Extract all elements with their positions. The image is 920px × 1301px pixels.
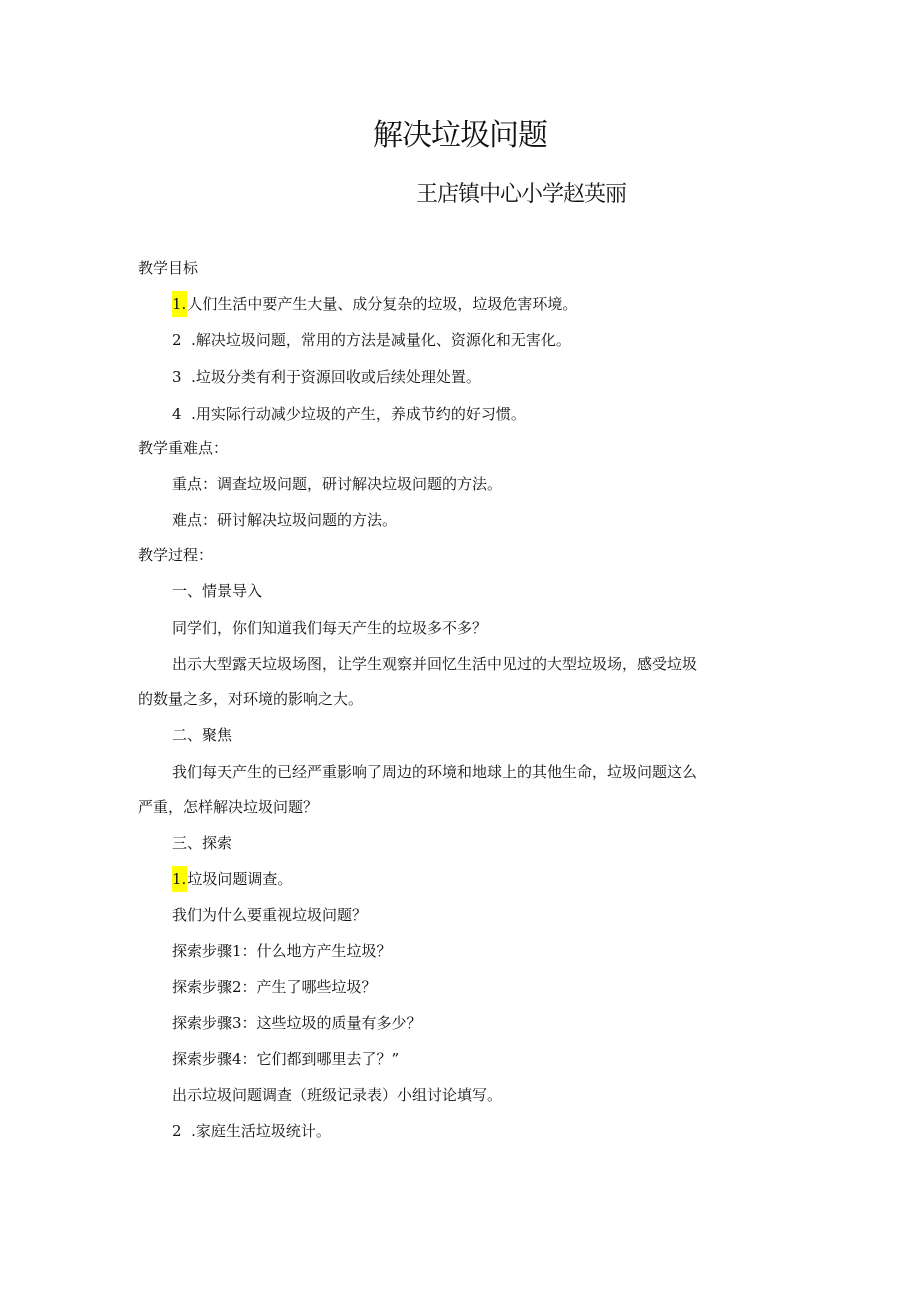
highlighted-number: 1. [172,291,187,317]
section2-paragraph-line-2: 严重，怎样解决垃圾问题？ [138,798,319,816]
document-title: 解决垃圾问题 [373,118,547,153]
explore-step-2: 探索步骤2：产生了哪些垃圾？ [172,978,377,996]
process-heading: 教学过程： [138,546,214,564]
section3-item-1-text: 垃圾问题调查。 [187,870,293,888]
objective-number: 4 [172,405,182,423]
explore-step-1: 探索步骤1：什么地方产生垃圾？ [172,942,392,960]
section1-title: 一、情景导入 [172,582,263,600]
objective-item-2 [172,329,571,351]
objective-item-1 [172,293,577,315]
section1-paragraph-1: 同学们，你们知道我们每天产生的垃圾多不多？ [172,619,488,637]
objective-item-4 [172,403,526,425]
difficulty-point: 难点：研讨解决垃圾问题的方法。 [172,511,398,529]
objective-item-3 [172,366,481,388]
objective-text: 人们生活中要产生大量、成分复杂的垃圾，垃圾危害环境。 [187,295,578,313]
objective-number: 2 [172,331,182,349]
section2-title: 二、聚焦 [172,726,233,744]
section3-question: 我们为什么要重视垃圾问题？ [172,906,368,924]
objective-text: .解决垃圾问题，常用的方法是减量化、资源化和无害化。 [191,331,571,349]
section1-paragraph-2-line-1: 出示大型露天垃圾场图，让学生观察并回忆生活中见过的大型垃圾场，感受垃圾 [172,655,698,673]
objectives-heading: 教学目标 [138,259,199,277]
section3-item-2 [172,1120,331,1142]
section3-item-2-number: 2 [172,1122,182,1140]
objective-text: .用实际行动减少垃圾的产生，养成节约的好习惯。 [191,405,526,423]
section3-title: 三、探索 [172,834,233,852]
objective-text: .垃圾分类有利于资源回收或后续处理处置。 [191,368,481,386]
explore-step-4: 探索步骤4：它们都到哪里去了？” [172,1050,400,1068]
section1-paragraph-2-line-2: 的数量之多，对环境的影响之大。 [138,690,364,708]
author-line: 王店镇中心小学赵英丽 [416,182,627,207]
focus-point: 重点：调查垃圾问题，研讨解决垃圾问题的方法。 [172,475,503,493]
key-points-heading: 教学重难点： [138,439,229,457]
section3-item-2-text: .家庭生活垃圾统计。 [191,1122,331,1140]
explore-step-3: 探索步骤3：这些垃圾的质量有多少？ [172,1014,422,1032]
section2-paragraph-line-1: 我们每天产生的已经严重影响了周边的环境和地球上的其他生命，垃圾问题这么 [172,763,698,781]
section3-item-1 [172,868,292,890]
highlighted-number: 1. [172,866,187,892]
survey-table-note: 出示垃圾问题调查（班级记录表）小组讨论填写。 [172,1086,503,1104]
objective-number: 3 [172,368,182,386]
